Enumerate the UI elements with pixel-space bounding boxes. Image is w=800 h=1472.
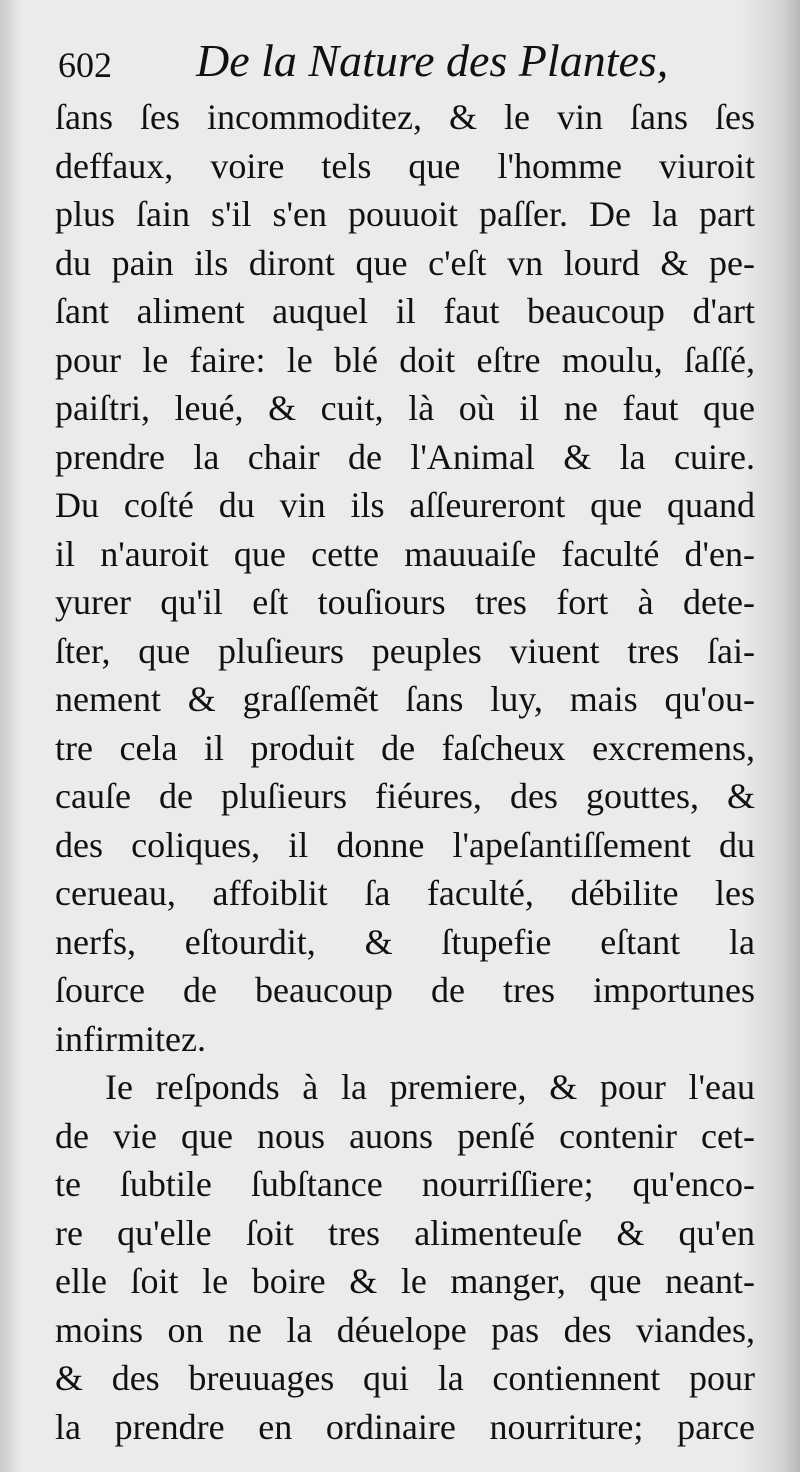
text-line: Du coſté du vin ils aſſeureront que quand (55, 485, 755, 525)
text-line: des coliques, il donne l'apeſantiſſement du (55, 824, 755, 865)
text-line: du pain ils diront que c'eſt vn lourd & pe- (55, 242, 755, 283)
text-line: paiſtri, leué, & cuit, là où il ne faut que (55, 388, 755, 428)
running-title: De la Nature des Plantes, (196, 35, 669, 86)
text-line: cerueau, affoiblit ſa faculté, débilite les (55, 873, 755, 913)
text-line-paragraph-start: Ie reſponds à la premiere, & pour l'eau (105, 1067, 755, 1107)
text-line: moins on ne la déuelope pas des viandes, (55, 1309, 755, 1350)
page-gutter-shadow (0, 0, 22, 1472)
text-line: tre cela il produit de faſcheux excremens, (55, 727, 755, 768)
text-line: plus ſain s'il s'en pouuoit paſſer. De la part (55, 194, 755, 234)
text-line: yurer qu'il eſt touſiours tres fort à dete- (55, 582, 755, 622)
text-line: la prendre en ordinaire nourriture; parce (55, 1406, 755, 1447)
text-line: nement & graſſemẽt ſans luy, mais qu'ou- (55, 679, 755, 719)
text-line: deffaux, voire tels que l'homme viuroit (55, 145, 755, 186)
text-line: ſant aliment auquel il faut beaucoup d'art (55, 291, 755, 331)
text-line: elle ſoit le boire & le manger, que neant- (55, 1261, 755, 1301)
text-line: infirmitez. (55, 1018, 206, 1059)
body-text (55, 93, 755, 1451)
text-line: ſans ſes incommoditez, & le vin ſans ſes (55, 97, 755, 137)
text-line: & des breuuages qui la contiennent pour (55, 1358, 755, 1398)
text-line: il n'auroit que cette mauuaiſe faculté d'en- (55, 533, 755, 574)
text-line: nerfs, eſtourdit, & ſtupefie eſtant la (55, 921, 755, 962)
text-line: pour le faire: le blé doit eſtre moulu, ſaſſé, (55, 339, 755, 380)
text-line: cauſe de pluſieurs fiéures, des gouttes, & (55, 776, 755, 816)
text-line: prendre la chair de l'Animal & la cuire. (55, 436, 755, 477)
text-line: te ſubtile ſubſtance nourriſſiere; qu'enco- (55, 1164, 755, 1204)
text-line: ſter, que pluſieurs peuples viuent tres ſai- (55, 630, 755, 671)
text-line: de vie que nous auons penſé contenir cet- (55, 1115, 755, 1156)
text-line: ſource de beaucoup de tres importunes (55, 970, 755, 1010)
page-number: 602 (58, 45, 112, 85)
text-line: re qu'elle ſoit tres alimenteuſe & qu'en (55, 1212, 755, 1253)
page-header (58, 30, 758, 94)
